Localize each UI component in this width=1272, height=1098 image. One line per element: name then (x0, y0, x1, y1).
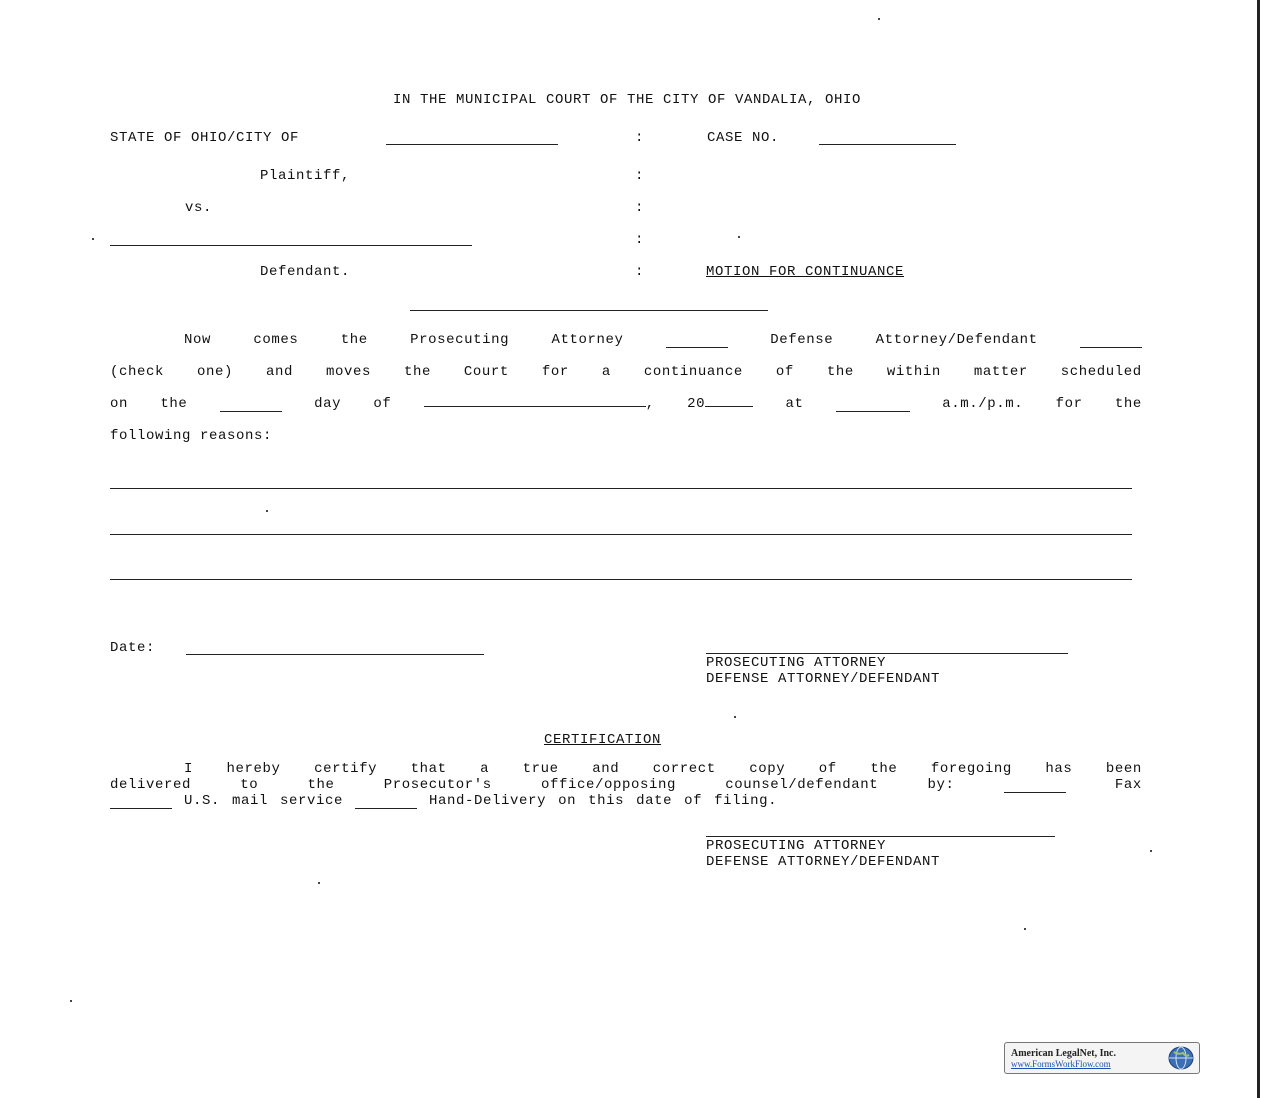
caption-colon: : (635, 232, 645, 248)
caption-colon: : (635, 168, 645, 184)
word: following reasons: (110, 428, 273, 444)
word: the (307, 777, 335, 793)
year-blank[interactable] (705, 394, 753, 407)
word: , (645, 396, 655, 412)
date-label: Date: (110, 640, 156, 656)
time-blank[interactable] (836, 399, 910, 412)
plaintiff-label: Plaintiff, (260, 168, 351, 184)
scan-speck (1150, 850, 1152, 852)
word: the (403, 364, 431, 380)
scan-speck (1024, 928, 1026, 930)
scan-speck (878, 18, 880, 20)
day-blank[interactable] (220, 399, 282, 412)
word: at (785, 396, 804, 412)
word: one) (196, 364, 233, 380)
word: to (240, 777, 259, 793)
word: been (1105, 761, 1142, 777)
word: moves (325, 364, 371, 380)
court-header: IN THE MUNICIPAL COURT OF THE CITY OF VANDALIA, OHIO (392, 92, 862, 108)
month-blank[interactable] (424, 394, 646, 407)
reason-line-2[interactable] (110, 534, 1132, 535)
word: Court (463, 364, 509, 380)
word: a (601, 364, 611, 380)
word: and (592, 761, 620, 777)
certification-title: CERTIFICATION (544, 732, 662, 748)
word: Now (184, 332, 212, 348)
word: of (373, 396, 392, 412)
word: within (886, 364, 941, 380)
cert-signer-title-defense: DEFENSE ATTORNEY/DEFENDANT (706, 854, 941, 870)
case-no-blank[interactable] (819, 144, 956, 145)
defendant-name-blank[interactable] (110, 245, 472, 246)
word: for (1055, 396, 1083, 412)
word: Fax (1114, 777, 1142, 793)
word: the (870, 761, 898, 777)
word: on (110, 396, 129, 412)
word: matter (973, 364, 1028, 380)
reason-line-1[interactable] (110, 488, 1132, 489)
word: of (775, 364, 794, 380)
signature-line[interactable] (706, 653, 1068, 654)
word: Hand-Delivery (429, 793, 547, 809)
word: of (818, 761, 837, 777)
certification-body (110, 761, 1142, 809)
word: that (410, 761, 447, 777)
caption-colon: : (635, 264, 645, 280)
vs-label: vs. (185, 200, 213, 216)
word: the (340, 332, 368, 348)
word: certify (314, 761, 378, 777)
motion-title: MOTION FOR CONTINUANCE (706, 264, 905, 280)
word: mail (232, 793, 269, 809)
scan-speck (738, 236, 740, 238)
word: continuance (643, 364, 743, 380)
badge-company: American LegalNet, Inc. (1011, 1048, 1116, 1059)
american-legalnet-badge[interactable] (1004, 1042, 1200, 1074)
word: I (184, 761, 194, 777)
fax-check-blank[interactable] (1004, 780, 1066, 793)
motion-body (110, 316, 1142, 444)
hand-delivery-check-blank[interactable] (355, 796, 417, 809)
word: date (636, 793, 673, 809)
word: Prosecuting (410, 332, 510, 348)
word: correct (652, 761, 716, 777)
word: the (160, 396, 188, 412)
caption-colon: : (635, 130, 645, 146)
word: (check (110, 364, 165, 380)
word: U.S. (184, 793, 221, 809)
word: and (265, 364, 293, 380)
word: office/opposing (540, 777, 676, 793)
badge-url-link[interactable]: www.FormsWorkFlow.com (1011, 1059, 1111, 1069)
word: by: (927, 777, 955, 793)
word: service (280, 793, 344, 809)
word: filing. (714, 793, 778, 809)
certification-signature-line[interactable] (706, 836, 1055, 837)
word: 20 (687, 396, 706, 412)
word: the (1114, 396, 1142, 412)
caption-colon: : (635, 200, 645, 216)
cert-signer-title-prosecuting: PROSECUTING ATTORNEY (706, 838, 887, 854)
word: Defense (770, 332, 834, 348)
word: delivered (110, 777, 192, 793)
scan-edge (1257, 0, 1260, 1098)
defense-check-blank[interactable] (1080, 335, 1142, 348)
word: of (684, 793, 703, 809)
mail-check-blank[interactable] (110, 796, 172, 809)
word: on (558, 793, 577, 809)
scan-speck (70, 1000, 72, 1002)
scan-speck (318, 882, 320, 884)
word: Attorney/Defendant (875, 332, 1038, 348)
word: a (480, 761, 490, 777)
scan-speck (266, 510, 268, 512)
word: counsel/defendant (725, 777, 879, 793)
case-no-label: CASE NO. (707, 130, 780, 146)
word: Attorney (551, 332, 624, 348)
caption-divider (410, 310, 768, 311)
word: this (588, 793, 625, 809)
date-blank[interactable] (186, 654, 484, 655)
prosecuting-check-blank[interactable] (666, 335, 728, 348)
word: comes (253, 332, 299, 348)
scan-speck (734, 716, 736, 718)
globe-icon (1167, 1045, 1195, 1071)
word: Prosecutor's (383, 777, 492, 793)
word: has (1045, 761, 1073, 777)
signer-title-defense: DEFENSE ATTORNEY/DEFENDANT (706, 671, 941, 687)
word: hereby (226, 761, 281, 777)
word: day (314, 396, 342, 412)
word: the (826, 364, 854, 380)
state-label: STATE OF OHIO/CITY OF (110, 130, 300, 146)
word: true (522, 761, 559, 777)
word: for (541, 364, 569, 380)
city-blank[interactable] (386, 144, 558, 145)
word: scheduled (1060, 364, 1142, 380)
scan-speck (92, 238, 94, 240)
word: foregoing (930, 761, 1012, 777)
word: copy (749, 761, 786, 777)
signer-title-prosecuting: PROSECUTING ATTORNEY (706, 655, 887, 671)
reason-line-3[interactable] (110, 579, 1132, 580)
defendant-label: Defendant. (260, 264, 351, 280)
word: a.m./p.m. (942, 396, 1024, 412)
